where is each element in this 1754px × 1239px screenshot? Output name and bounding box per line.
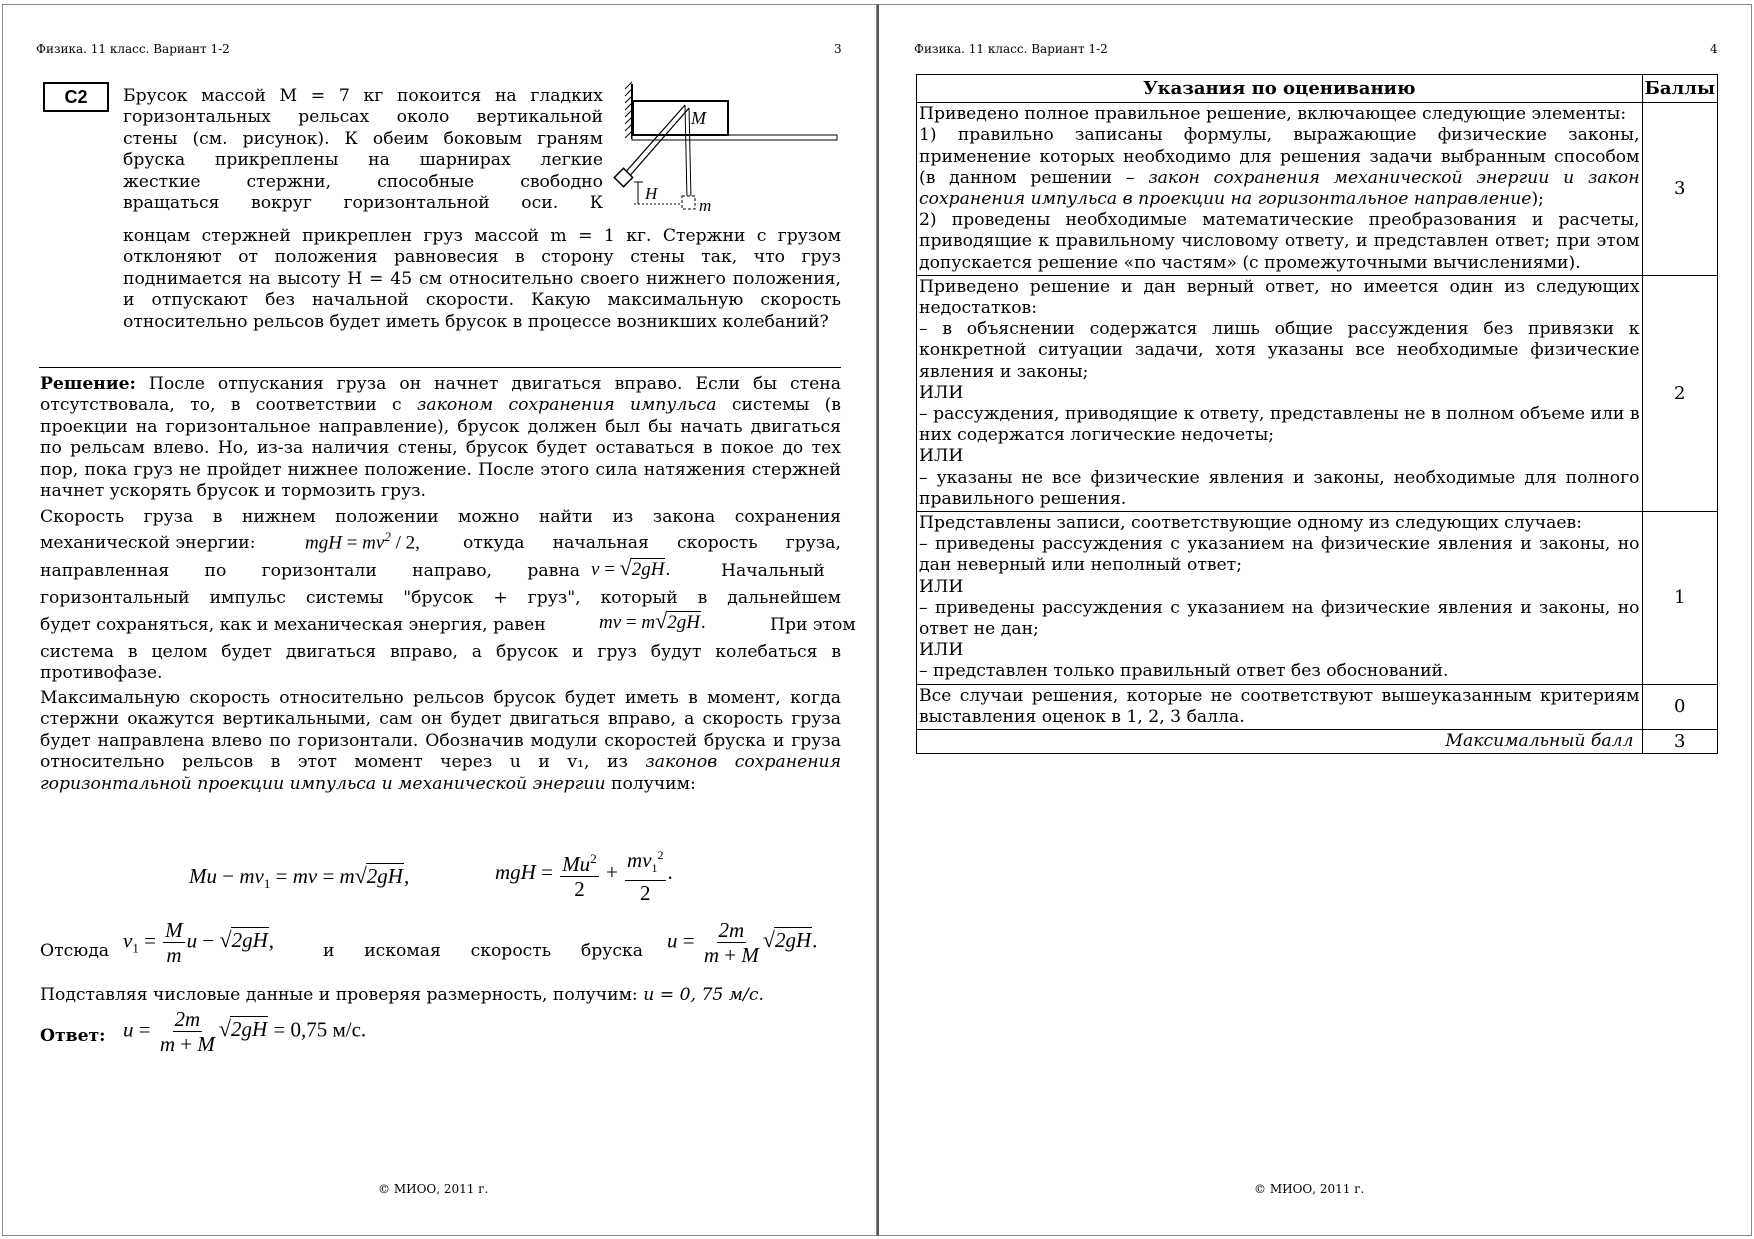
- table-row: [917, 684, 1718, 729]
- formula-answer: u = $\frac{2m}{m + M}$ √2gH = 0,75 м/с.: [123, 1007, 367, 1056]
- criteria-cell: Приведено полное правильное решение, включающее следующие элементы: 1) правильно записаны формулы, выражающие физические законы, применение которых необходимо для решения задачи выбранным способом (в данном решении – закон сохранения механической энергии и закон сохранения импульса в проекции на горизонтальное направление); 2) проведены необходимые математические преобразования и расчеты, приводящие к правильному числовому ответу, и представлен ответ; при этом допускается решение «по частям» (с промежуточными вычислениями).: [917, 103, 1643, 276]
- solution-p2-line3b: Начальный: [721, 561, 825, 581]
- problem-id-box: C2: [43, 82, 109, 112]
- formula-v1: $v_1$ = $\frac{M}{m}$ u − √2gH,: [123, 918, 275, 967]
- col-header-criteria: Указания по оцениванию: [917, 75, 1643, 103]
- problem-text-top: Брусок массой M = 7 кг покоится на гладких горизонтальных рельсах около вертикальной стены (см. рисунок). К обеим боковым граням бруска прикреплены на шарнирах легкие жесткие стержни, способные свободно вращаться вокруг горизонтальной оси. К: [123, 86, 603, 214]
- table-row: [917, 103, 1718, 276]
- max-score-label: Максимальный балл: [917, 730, 1643, 754]
- col-header-score: Баллы: [1642, 75, 1717, 103]
- page-footer: © МИОО, 2011 г.: [1254, 1182, 1365, 1196]
- formula-momentum: mv = m√2gH.: [599, 608, 706, 633]
- hence-text-2: и искомая скорость бруска: [323, 941, 643, 961]
- score-cell: 0: [1642, 684, 1717, 729]
- table-total-row: [917, 730, 1718, 754]
- page-left: [2, 4, 877, 1236]
- table-row: [917, 275, 1718, 511]
- solution-p2-line3a: направленная по горизонтали направо, равна: [40, 561, 580, 581]
- page-right: [877, 4, 1752, 1236]
- formula-u: u = $\frac{2m}{m + M}$ √2gH.: [667, 918, 818, 967]
- solution-p2-line4: горизонтальный импульс системы "брусок + груз", который в дальнейшем: [40, 588, 841, 608]
- label-H: H: [645, 184, 658, 203]
- table-header-row: [917, 75, 1718, 103]
- solution-p2-line2a: механической энергии:: [40, 533, 256, 553]
- grading-table: [916, 74, 1718, 754]
- solution-p2-line1: Скорость груза в нижнем положении можно найти из закона сохранения: [40, 507, 841, 527]
- criteria-cell: Представлены записи, соответствующие одному из следующих случаев: – приведены рассуждения с указанием на физические явления и законы, но дан неверный или неполный ответ; ИЛИ – приведены рассуждения с указанием на физические явления и законы, но ответ не дан; ИЛИ – представлен только правильный ответ без обоснований.: [917, 512, 1643, 685]
- section-divider: [39, 367, 841, 368]
- formula-energy-conservation: mgH = $\frac{Mu^2}{2}$ + $\frac{mv_1^2}{2}$ .: [495, 843, 673, 905]
- formula-energy: mgH = $mv^2 / 2$,: [305, 529, 420, 554]
- max-score-value: 3: [1642, 730, 1717, 754]
- solution-paragraph-1: Решение: После отпускания груза он начнет двигаться вправо. Если бы стена отсутствовала, то, в соответствии с законом сохранения импульса системы (в проекции на горизонтальное направление), брусок должен был бы начать двигаться по рельсам влево. Но, из-за наличия стены, брусок будет оставаться в покое до тех пор, пока груз не пройдет нижнее положение. После этого сила натяжения стержней начнет ускорять брусок и тормозить груз.: [40, 374, 842, 502]
- criteria-cell: Приведено решение и дан верный ответ, но имеется один из следующих недостатков: – в объяснении содержатся лишь общие рассуждения без привязки к конкретной ситуации задачи, хотя указаны все необходимые физические явления и законы; ИЛИ – рассуждения, приводящие к ответу, представлены не в полном объеме или в них содержатся логические недочеты; ИЛИ – указаны не все физические явления и законы, необходимые для полного правильного решения.: [917, 275, 1643, 511]
- page-number: 4: [1710, 42, 1718, 56]
- problem-text-rest: концам стержней прикреплен груз массой m = 1 кг. Стержни с грузом отклоняют от положения равновесия в сторону стены так, что груз поднимается на высоту H = 45 см относительно своего нижнего положения, и отпускают без начальной скорости. Какую максимальную скорость относительно рельсов будет иметь брусок в процессе возникших колебаний?: [123, 226, 841, 332]
- score-cell: 3: [1642, 103, 1717, 276]
- answer-label: Ответ:: [40, 1026, 106, 1046]
- solution-paragraph-3: Максимальную скорость относительно рельсов брусок будет иметь в момент, когда стержни окажутся вертикальными, сам он будет двигаться вправо, а скорость груза будет направлена влево по горизонтали. Обозначив модули скоростей бруска и груза относительно рельсов в этот момент через u и v₁, из законов сохранения горизонтальной проекции импульса и механической энергии получим:: [40, 688, 841, 794]
- solution-p2-line2b: откуда начальная скорость груза,: [463, 533, 841, 553]
- formula-initial-speed: v = √2gH.: [591, 555, 671, 580]
- page-footer: © МИОО, 2011 г.: [378, 1182, 489, 1196]
- weight-raised: [614, 168, 632, 186]
- score-cell: 1: [1642, 512, 1717, 685]
- substitute-value: u = 0, 75 м/с.: [643, 985, 764, 1005]
- page-header: Физика. 11 класс. Вариант 1-2: [36, 42, 230, 56]
- page-header: Физика. 11 класс. Вариант 1-2: [914, 42, 1108, 56]
- formula-momentum-conservation: $Mu - mv_1$ = mv = m√2gH,: [189, 863, 410, 892]
- label-m: m: [699, 196, 712, 215]
- solution-p2-line5b: При этом: [770, 615, 856, 635]
- problem-figure: [603, 79, 843, 219]
- criteria-cell: Все случаи решения, которые не соответствуют вышеуказанным критериям выставления оценок в 1, 2, 3 балла.: [917, 684, 1643, 729]
- page-number: 3: [834, 42, 842, 56]
- hence-text: Отсюда: [40, 941, 110, 961]
- weight-lower: [682, 196, 695, 209]
- score-cell: 2: [1642, 275, 1717, 511]
- substitute-text: Подставляя числовые данные и проверяя размерность, получим: u = 0, 75 м/с.: [40, 985, 764, 1005]
- solution-label: Решение:: [40, 374, 136, 394]
- table-row: [917, 512, 1718, 685]
- solution-p2-line5a: будет сохраняться, как и механическая энергия, равен: [40, 615, 546, 635]
- label-M: M: [691, 108, 706, 128]
- solution-p2-rest: система в целом будет двигаться вправо, а брусок и груз будут колебаться в противофазе.: [40, 642, 841, 684]
